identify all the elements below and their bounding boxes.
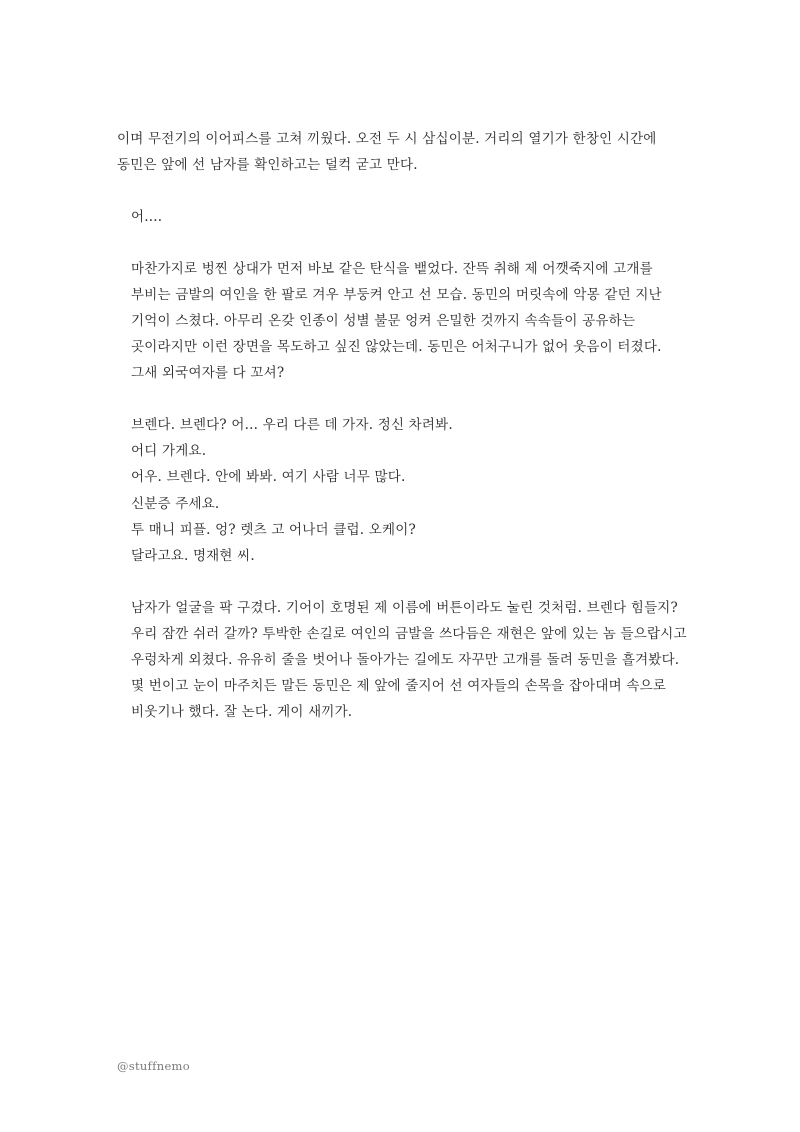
dialogue-line: 어우. 브렌다. 안에 봐봐. 여기 사람 너무 많다. <box>131 469 406 486</box>
paragraph-exclamation: 어.... <box>131 209 163 225</box>
document-body <box>117 126 687 725</box>
paragraph-opening: 이며 무전기의 이어피스를 고쳐 끼웠다. 오전 두 시 삼십이분. 거리의 열기가 한창인 시간에 동민은 앞에 선 남자를 확인하고는 덜컥 굳고 만다. <box>117 131 657 173</box>
paragraph-gap <box>117 569 687 595</box>
dialogue-line: 어디 가게요. <box>131 443 207 460</box>
paragraph-gap <box>117 386 687 412</box>
dialogue-line: 신분증 주세요. <box>131 495 220 512</box>
paragraph-closing: 남자가 얼굴을 팍 구겼다. 기어이 호명된 제 이름에 버튼이라도 눌린 것처럼. 브렌다 힘들지? 우리 잠깐 쉬러 갈까? 투박한 손길로 여인의 금발을 쓰다듬은 재현은 앞에 있는 놈 들으랍시고 우렁차게 외쳤다. 유유히 줄을 벗어나 돌아가는 길에도 자꾸만 고개를 돌려 동민을 흘겨봤다. 몇 번이고 눈이 마주치든 말든 동민은 제 앞에 줄지어 선 여자들의 손목을 잡아대며 속으로 비웃기나 했다. 잘 논다. 게이 새끼가. <box>131 600 687 721</box>
paragraph-gap <box>117 230 687 256</box>
paragraph-recollection: 마찬가지로 벙찐 상대가 먼저 바보 같은 탄식을 뱉었다. 잔뜩 취해 제 어깻죽지에 고개를 부비는 금발의 여인을 한 팔로 겨우 부둥켜 안고 선 모습. 동민의 머릿속에 악몽 같던 지난 기억이 스쳤다. 아무리 온갖 인종이 성별 불문 엉켜 은밀한 것까지 속속들이 공유하는 곳이라지만 이런 장면을 목도하고 싶진 않았는데. 동민은 어처구니가 없어 웃음이 터졌다. 그새 외국여자를 다 꼬셔? <box>131 261 662 381</box>
dialogue-block <box>117 412 687 569</box>
dialogue-line: 달라고요. 명재현 씨. <box>131 548 255 565</box>
dialogue-line: 투 매니 피플. 엉? 렛츠 고 어나더 클럽. 오케이? <box>131 521 416 538</box>
paragraph-gap <box>117 178 687 204</box>
dialogue-line: 브렌다. 브렌다? 어... 우리 다른 데 가자. 정신 차려봐. <box>131 417 453 433</box>
author-handle: @stuffnemo <box>117 1059 190 1073</box>
